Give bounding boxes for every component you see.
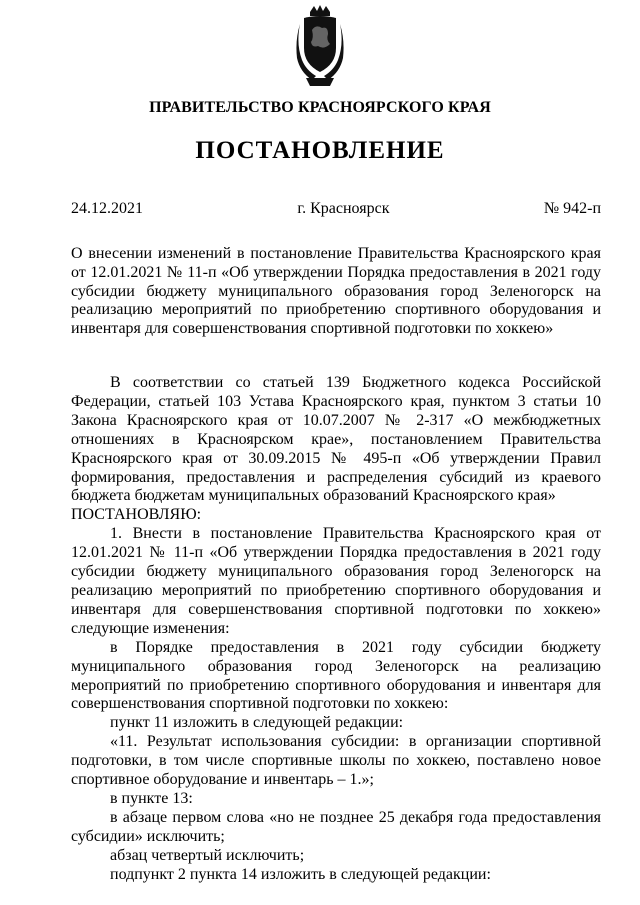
body-point-14: подпункт 2 пункта 14 изложить в следующей редакции:: [110, 865, 491, 883]
document-city: г. Красноярск: [297, 200, 390, 217]
organization-title: ПРАВИТЕЛЬСТВО КРАСНОЯРСКОГО КРАЯ: [149, 99, 491, 116]
body-point-13-para-1: в абзаце первом слова «но не позднее 25 декабря года предоставления субсидии» исключить;: [71, 808, 601, 845]
body-point-11-intro: пункт 11 изложить в следующей редакции:: [110, 714, 404, 732]
document-body: [71, 374, 601, 884]
body-point-13-intro: в пункте 13:: [110, 789, 193, 807]
body-item-1: 1. Внести в постановление Правительства Красноярского края от 12.01.2021 № 11-п «Об утверждении Порядка предоставления в 2021 году субсидии бюджету муниципального образования город Зеленогорск на реализацию мероприятий по приобретению спортивного оборудования и инвентаря для совершенствования спортивной подготовки по хоккею» следующие изменения:: [71, 525, 601, 637]
document-date: 24.12.2021: [71, 200, 143, 217]
body-order-paragraph: в Порядке предоставления в 2021 году субсидии бюджету муниципального образования город Зеленогорск на реализацию мероприятий по приобретению спортивного оборудования и инвентаря для совершенствования спортивной подготовки по хоккею:: [71, 638, 601, 713]
body-point-13-para-4: абзац четвертый исключить;: [110, 846, 305, 864]
document-meta-row: [71, 200, 601, 218]
document-number: № 942-п: [543, 200, 601, 217]
document-subject: О внесении изменений в постановление Правительства Красноярского края от 12.01.2021 № 11-п «Об утверждении Порядка предоставления в 2021 году субсидии бюджету муниципального образования город Зеленогорск на реализацию мероприятий по приобретению спортивного оборудования и инвентаря для совершенствования спортивной подготовки по хоккею»: [71, 245, 601, 338]
body-resolve-line: ПОСТАНОВЛЯЮ:: [71, 506, 202, 524]
coat-of-arms-icon: [296, 4, 344, 90]
body-point-11-text: «11. Результат использования субсидии: в организации спортивной подготовки, в том числе спортивные школы по хоккею, поставлено новое спортивное оборудование и инвентарь – 1.»;: [71, 733, 601, 789]
body-paragraph-intro: В соответствии со статьей 139 Бюджетного кодекса Российской Федерации, статьей 103 Устава Красноярского края, пунктом 3 статьи 10 Закона Красноярского края от 10.07.2007 № 2-317 «О межбюджетных отношениях в Красноярском крае», постановлением Правительства Красноярского края от 30.09.2015 № 495-п «Об утверждении Правил формирования, предоставления и распределения субсидий из краевого бюджета бюджетам муниципальных образований Красноярского края»: [71, 374, 601, 505]
document-type-title: ПОСТАНОВЛЕНИЕ: [195, 137, 445, 164]
